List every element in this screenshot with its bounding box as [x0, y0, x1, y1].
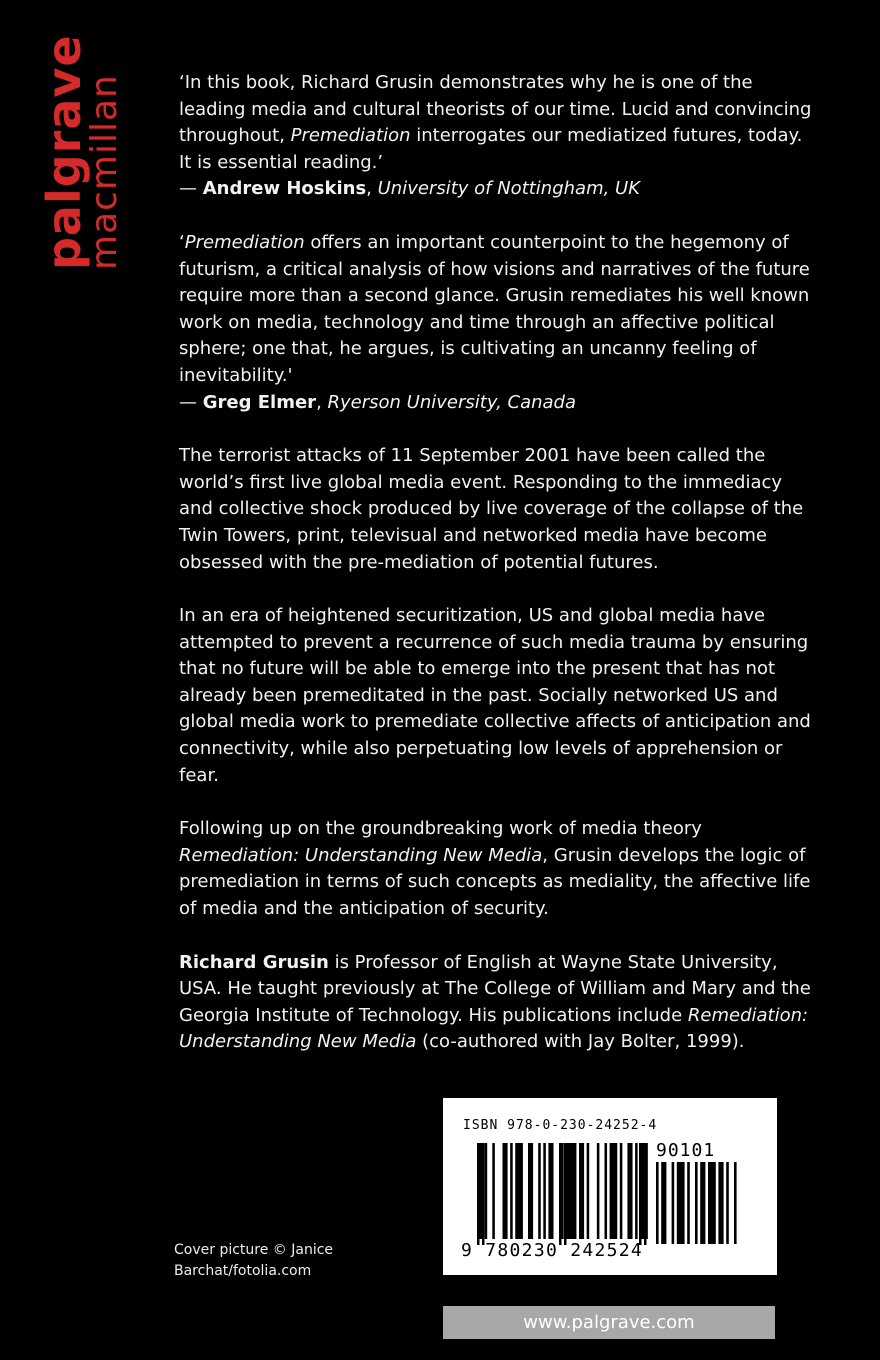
quote-attribution: — Andrew Hoskins, University of Nottingham, UK — [179, 178, 641, 200]
isbn-label: ISBN 978-0-230-24252-4 — [463, 1118, 658, 1133]
barcode-addon-digits: 90101 — [656, 1140, 716, 1161]
quote-affiliation: University of Nottingham, UK — [377, 178, 641, 200]
logo-line-palgrave: palgrave — [37, 34, 91, 270]
endorsement-quote: ‘Premediation offers an important counterpoint to the hegemony of futurism, a critical analysis of how visions and narratives of the future require more than a second glance. Grusin remediates his well known work on media, technology and time through an affective political sphere; one that, he argues, is cultivating an uncanny feeling of inevitability.' — Greg Elmer, Ryerson University, Canada — [179, 230, 819, 416]
publisher-website[interactable]: www.palgrave.com — [443, 1306, 775, 1339]
description-paragraph: In an era of heightened securitization, US and global media have attempted to prevent a recurrence of such media trauma by ensuring that no future will be able to emerge into the present that has not already been premeditated in the past. Socially networked US and global media work to premediate collective affects of anticipation and connectivity, while also perpetuating low levels of apprehension or fear. — [179, 605, 811, 786]
logo-line-macmillan: macmillan — [84, 74, 125, 270]
quote-attribution: — Greg Elmer, Ryerson University, Canada — [179, 391, 577, 413]
publisher-logo — [37, 34, 138, 270]
isbn-barcode — [443, 1098, 777, 1275]
quote-author: Greg Elmer — [202, 391, 317, 413]
back-cover-text — [179, 70, 819, 1083]
quote-author: Andrew Hoskins — [202, 178, 367, 200]
endorsement-quote: ‘In this book, Richard Grusin demonstrates why he is one of the leading media and cultural theorists of our time. Lucid and convincing throughout, Premediation interrogates our mediatized futures, today. It is essential reading.’ — Andrew Hoskins, University of Nottingham, UK — [179, 70, 819, 203]
author-bio: Richard Grusin is Professor of English at Wayne State University, USA. He taught previously at The College of William and Mary and the Georgia Institute of Technology. His publications include Remediation: Understanding New Media (co-authored with Jay Bolter, 1999). — [179, 951, 811, 1053]
author-name: Richard Grusin — [179, 951, 329, 973]
cover-credit: Cover picture © Janice Barchat/fotolia.com — [174, 1242, 334, 1279]
description-paragraph: The terrorist attacks of 11 September 2001 have been called the world’s first live global media event. Responding to the immediacy and collective shock produced by live coverage of the collapse of the Twin Towers, print, televisual and networked media have become obsessed with the pre-mediation of potential futures. — [179, 445, 804, 573]
quote-affiliation: Ryerson University, Canada — [327, 391, 577, 413]
barcode-digits: 9 780230 242524 — [461, 1240, 644, 1261]
description-paragraph: Following up on the groundbreaking work of media theory Remediation: Understanding New Media, Grusin develops the logic of premediation in terms of such concepts as mediality, the affective life of media and the anticipation of security. — [179, 818, 811, 920]
